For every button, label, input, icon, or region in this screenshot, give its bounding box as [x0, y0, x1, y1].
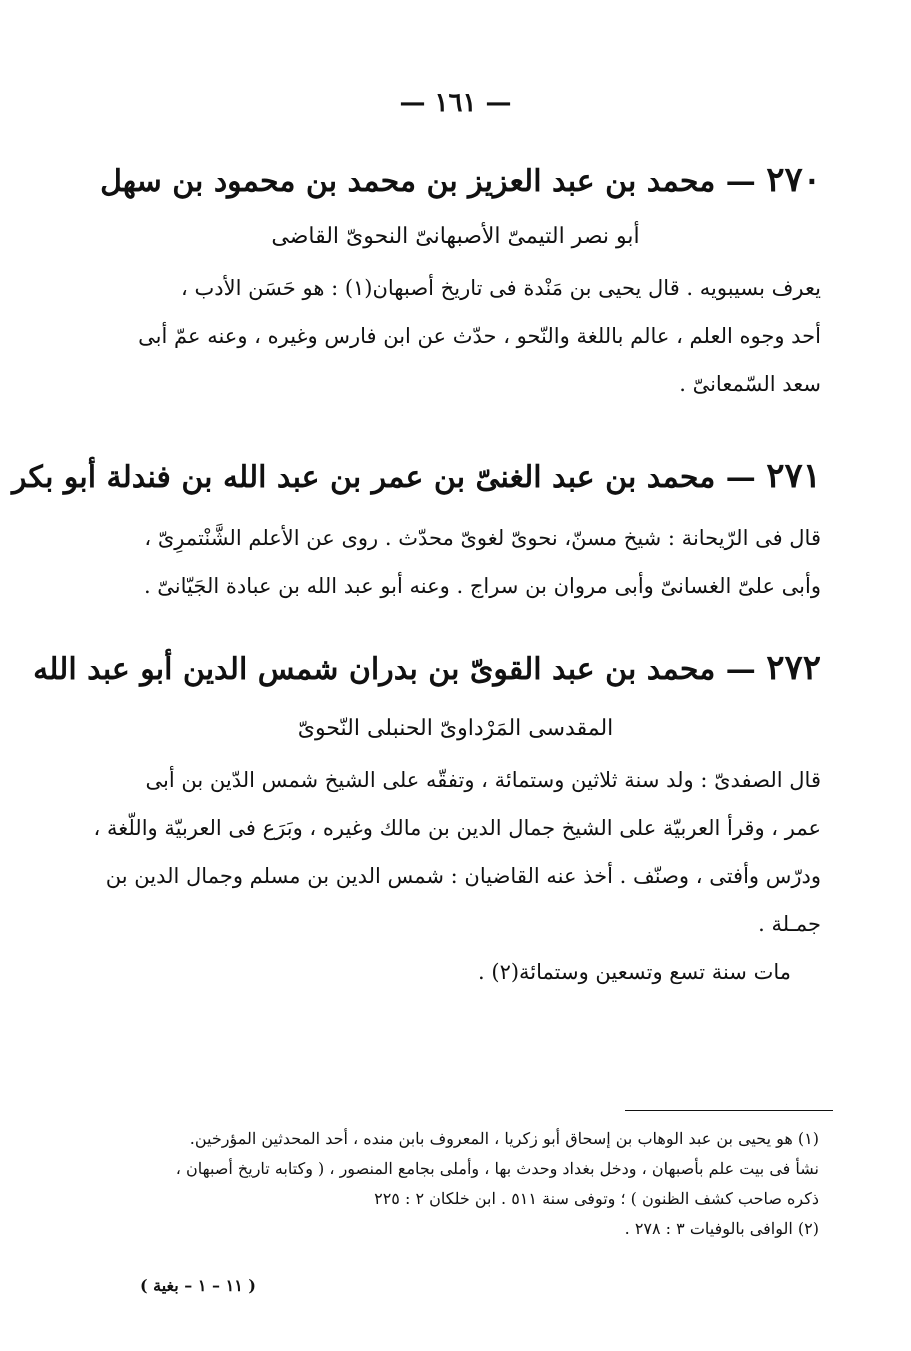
text-line: قال فى الرّيحانة : شيخ مسنّ، نحوىّ لغوىّ محدّث . روى عن الأعلم الشَّنْتمرِىّ ، [144, 526, 821, 550]
entry-270-body [81, 264, 821, 408]
signature-mark: ( ١١ – ١ – بغية ) [140, 1276, 256, 1295]
footnotes [99, 1124, 819, 1244]
text-line: جمـلة . [758, 912, 821, 936]
footnote-line: (٢) الوافى بالوفيات ٣ : ٢٧٨ . [624, 1219, 819, 1238]
entry-number: ٢٧٢ [766, 648, 821, 688]
entry-271-body [81, 514, 821, 610]
text-line: سعد السّمعانىّ . [679, 372, 821, 396]
page-number: — ١٦١ — [399, 88, 512, 118]
text-line: قال الصفدىّ : ولد سنة ثلاثين وستمائة ، وتفقّه على الشيخ شمس الدّين بن أبى [145, 768, 821, 792]
entry-number: ٢٧٠ [766, 160, 821, 200]
entry-271-heading: ٢٧١ — محمد بن عبد الغنىّ بن عمر بن عبد الله بن فندلة أبو بكر [11, 456, 821, 496]
footnote-line: نشأ فى بيت علم بأصبهان ، ودخل بغداد وحدث بها ، وأملى بجامع المنصور ، ( وكتابه تاريخ أصبهان ، [175, 1159, 819, 1178]
text-line: مات سنة تسع وتسعين وستمائة(٢) . [478, 960, 791, 984]
entry-270-heading: ٢٧٠ — محمد بن عبد العزيز بن محمد بن محمود بن سهل [100, 160, 821, 200]
entry-272-body [81, 756, 821, 996]
text-line: ودرّس وأفتى ، وصنّف . أخذ عنه القاضيان : شمس الدين بن مسلم وجمال الدين بن [105, 864, 821, 888]
footnote-divider [625, 1110, 833, 1111]
entry-272-heading: ٢٧٢ — محمد بن عبد القوىّ بن بدران شمس الدين أبو عبد الله [33, 648, 821, 688]
footnote-line: (١) هو يحيى بن عبد الوهاب بن إسحاق أبو زكريا ، المعروف بابن منده ، أحد المحدثين المؤرخين. [189, 1129, 819, 1148]
text-line: عمر ، وقرأ العربيّة على الشيخ جمال الدين بن مالك وغيره ، وبَرَع فى العربيّة واللّغة ، [93, 816, 821, 840]
text-line: يعرف بسيبويه . قال يحيى بن مَنْدة فى تاريخ أصبهان(١) : هو حَسَن الأدب ، [181, 276, 821, 300]
entry-name: محمد بن عبد القوىّ بن بدران شمس الدين أبو عبد الله [33, 652, 716, 687]
entry-name: محمد بن عبد الغنىّ بن عمر بن عبد الله بن فندلة أبو بكر [11, 460, 716, 495]
footnote-line: ذكره صاحب كشف الظنون ) ؛ وتوفى سنة ٥١١ . ابن خلكان ٢ : ٢٢٥ [374, 1189, 819, 1208]
entry-number: ٢٧١ [766, 456, 821, 496]
entry-name: محمد بن عبد العزيز بن محمد بن محمود بن سهل [100, 164, 716, 199]
entry-270-subtitle: أبو نصر التيمىّ الأصبهانىّ النحوىّ القاضى [271, 224, 640, 249]
text-line: أحد وجوه العلم ، عالم باللغة والنّحو ، حدّث عن ابن فارس وغيره ، وعنه عمّ أبى [138, 324, 821, 348]
text-line: وأبى علىّ الغسانىّ وأبى مروان بن سراج . وعنه أبو عبد الله بن عبادة الجَيّانىّ . [143, 574, 821, 598]
entry-272-subtitle: المقدسى المَرْداوىّ الحنبلى النّحوىّ [297, 716, 614, 741]
